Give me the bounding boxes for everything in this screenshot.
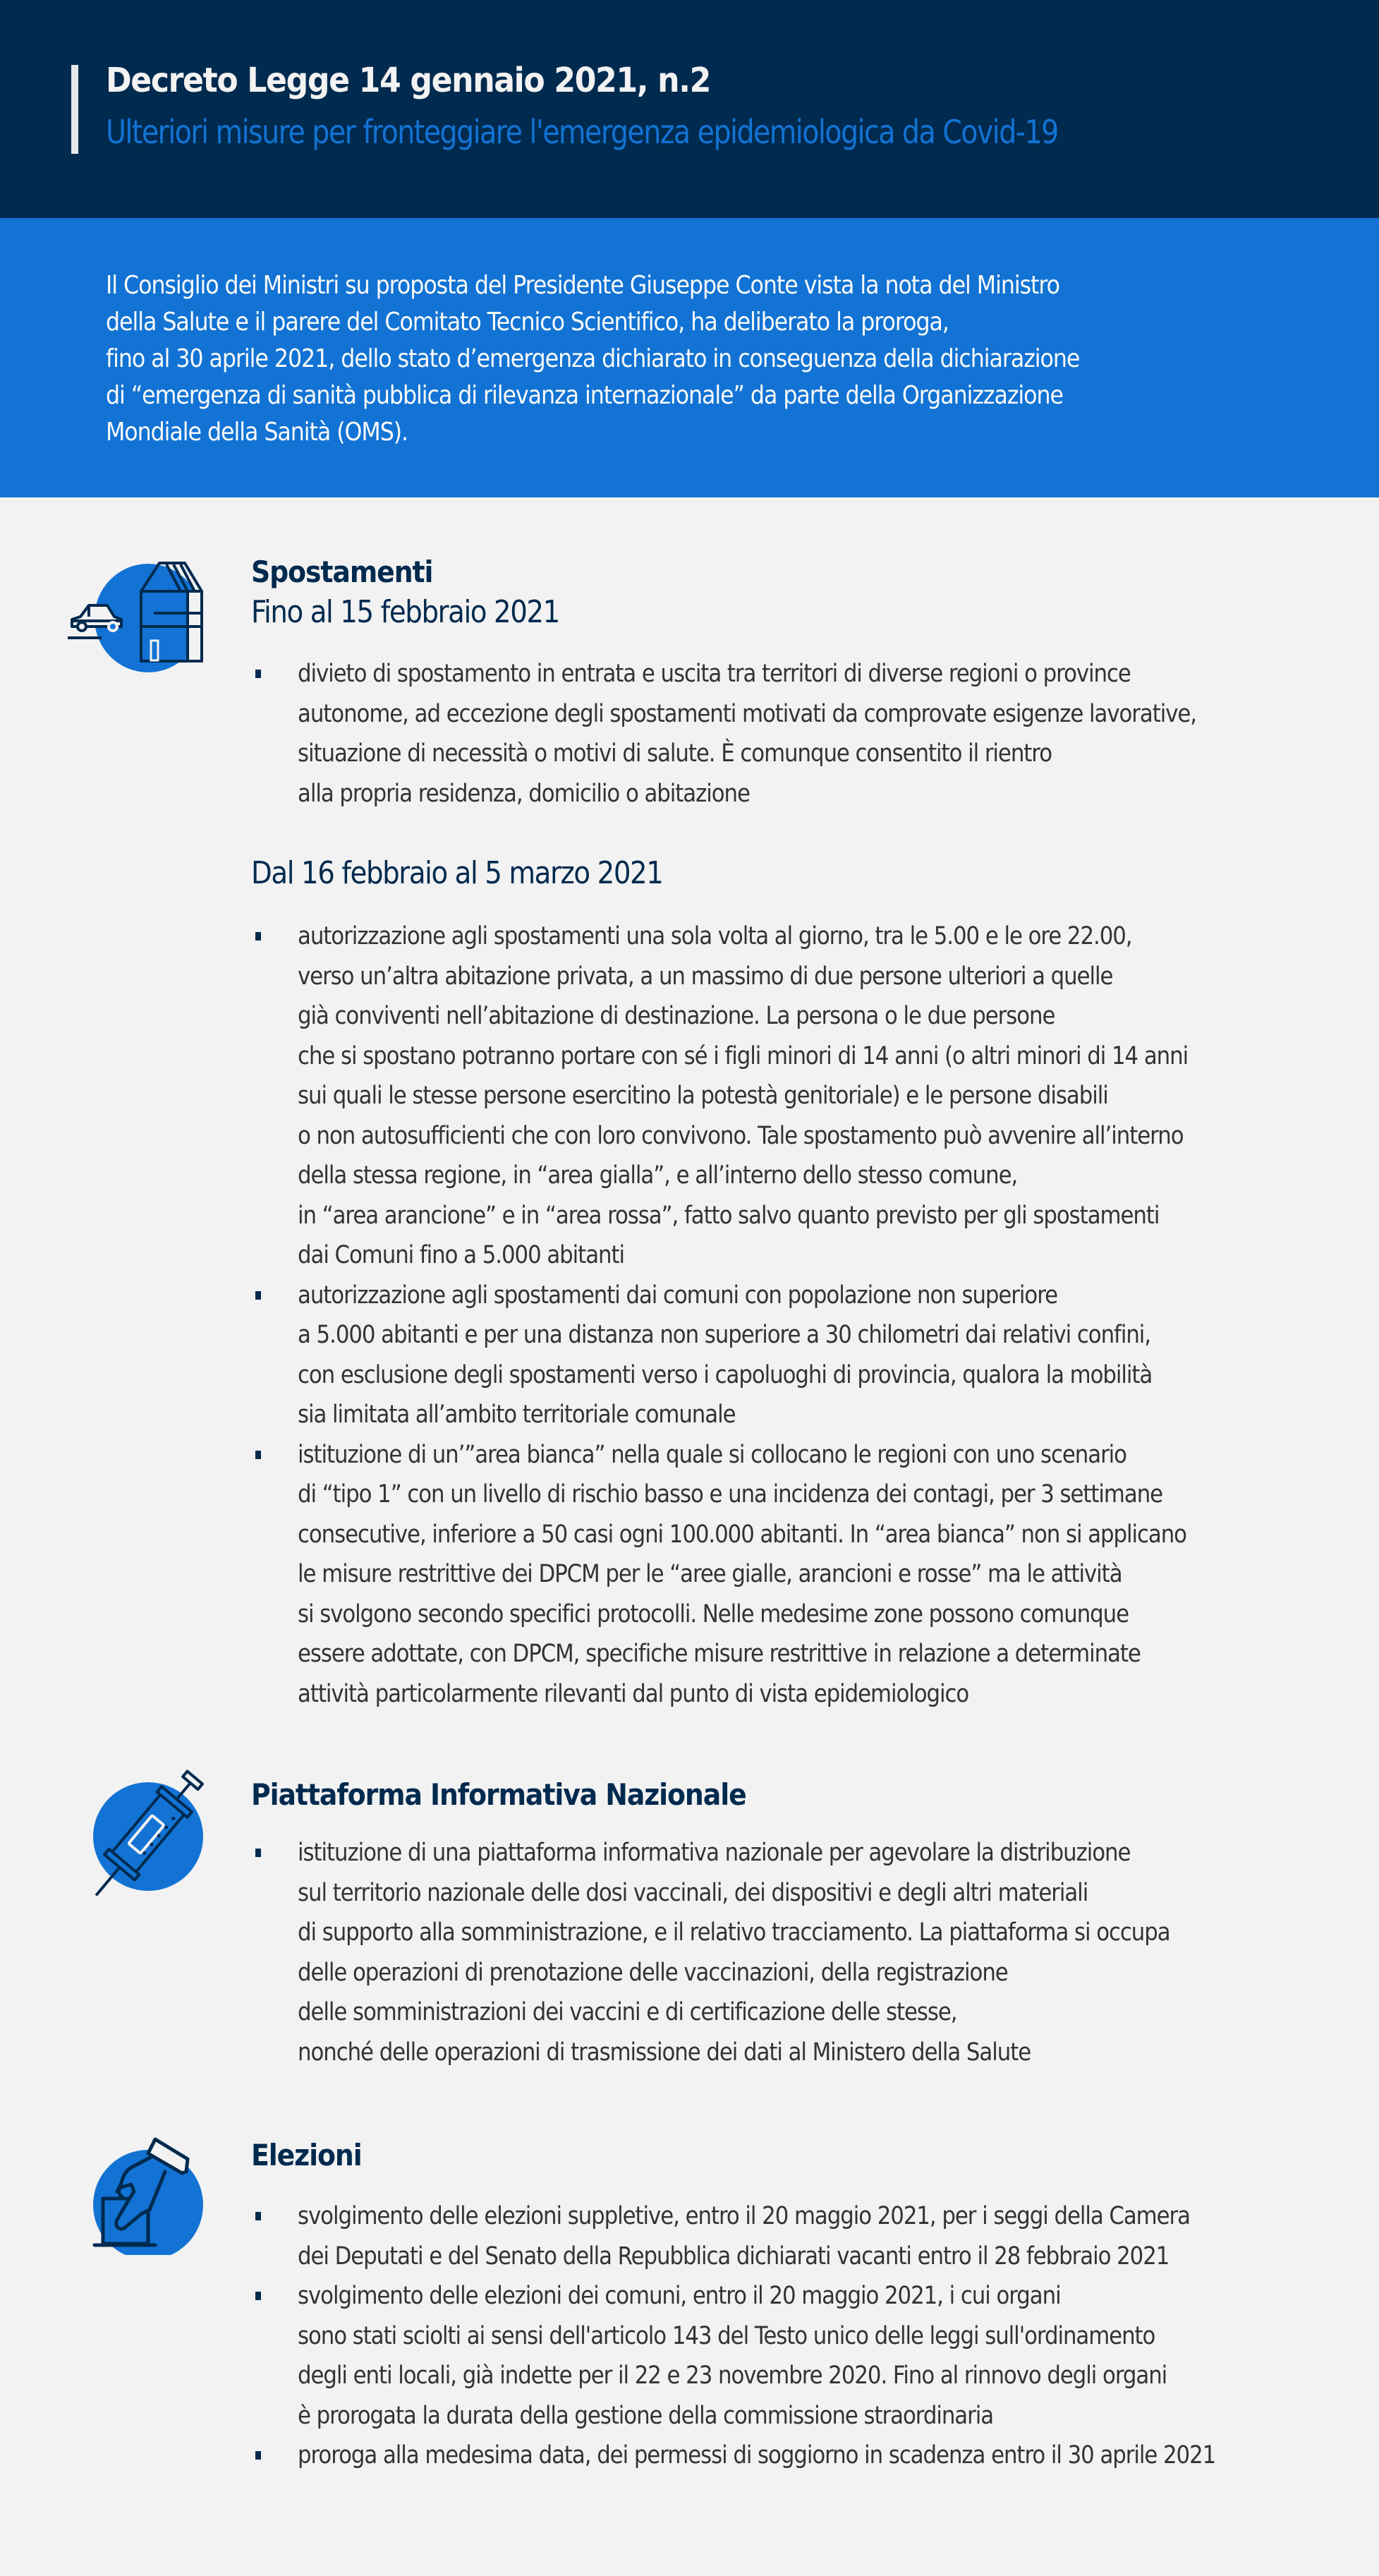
- syringe-icon: [79, 1770, 220, 1899]
- list-item-text: si svolgono secondo specifici protocolli. Nelle medesime zone possono comunque: [298, 1600, 1129, 1628]
- list-item-text: autorizzazione agli spostamenti una sola volta al giorno, tra le 5.00 e le ore 22.00,: [298, 922, 1132, 950]
- list-item: [251, 654, 1351, 814]
- list-item-text: della stessa regione, in “area gialla”, e all’interno dello stesso comune,: [298, 1161, 1018, 1190]
- list-item-text: svolgimento delle elezioni dei comuni, entro il 20 maggio 2021, i cui organi: [298, 2282, 1061, 2310]
- intro-text: [106, 267, 1213, 451]
- list-item-text: sia limitata all’ambito territoriale comunale: [298, 1401, 736, 1429]
- page-header: [0, 0, 1379, 218]
- bullet-list: [251, 654, 1351, 814]
- list-item-text: dei Deputati e del Senato della Repubblica dichiarati vacanti entro il 28 febbraio 2021: [298, 2242, 1170, 2270]
- list-item-text: che si spostano potranno portare con sé i figli minori di 14 anni (o altri minori di 14 anni: [298, 1041, 1189, 1070]
- list-item-text: svolgimento delle elezioni suppletive, entro il 20 maggio 2021, per i seggi della Camera: [298, 2202, 1190, 2230]
- list-item-text: in “area arancione” e in “area rossa”, fatto salvo quanto previsto per gli spostamenti: [298, 1201, 1160, 1230]
- list-item-text: è prorogata la durata della gestione della commissione straordinaria: [298, 2401, 994, 2430]
- list-item-text: le misure restrittive dei DPCM per le “aree gialle, arancioni e rosse” ma le attività: [298, 1560, 1122, 1588]
- intro-line: Mondiale della Sanità (OMS).: [106, 418, 408, 447]
- list-item: [251, 1435, 1351, 1715]
- list-item-text: di “tipo 1” con un livello di rischio basso e una incidenza dei contagi, per 3 settimane: [298, 1480, 1163, 1508]
- title-accent-bar: [71, 65, 78, 154]
- intro-banner: [0, 218, 1379, 497]
- list-item: [251, 1833, 1351, 2072]
- bullet-marker: [255, 1849, 261, 1857]
- page-title: Decreto Legge 14 gennaio 2021, n.2: [106, 61, 710, 100]
- list-item-text: di supporto alla somministrazione, e il relativo tracciamento. La piattaforma si occupa: [298, 1918, 1170, 1947]
- bullet-marker: [255, 1451, 261, 1459]
- list-item-text: consecutive, inferiore a 50 casi ogni 100.000 abitanti. In “area bianca” non si applicano: [298, 1520, 1186, 1549]
- intro-line: Il Consiglio dei Ministri su proposta del Presidente Giuseppe Conte vista la nota del Ministro: [106, 271, 1060, 300]
- section-title: Spostamenti: [251, 555, 433, 589]
- list-item-text: sul territorio nazionale delle dosi vaccinali, dei dispositivi e degli altri materiali: [298, 1878, 1088, 1907]
- list-item-text: essere adottate, con DPCM, specifiche misure restrittive in relazione a determinate: [298, 1640, 1141, 1668]
- list-item-text: o non autosufficienti che con loro convivono. Tale spostamento può avvenire all’interno: [298, 1121, 1184, 1150]
- list-item-text: con esclusione degli spostamenti verso i capoluoghi di provincia, qualora la mobilità: [298, 1360, 1153, 1389]
- list-item-text: sono stati sciolti ai sensi dell'articolo 143 del Testo unico delle leggi sull'ordinamento: [298, 2321, 1155, 2350]
- list-item: [251, 2196, 1351, 2276]
- house-car-icon: [68, 562, 216, 677]
- section-subheading: Fino al 15 febbraio 2021: [251, 594, 559, 630]
- list-item-text: proroga alla medesima data, dei permessi di soggiorno in scadenza entro il 30 aprile 2021: [298, 2441, 1216, 2469]
- list-item-text: autorizzazione agli spostamenti dai comuni con popolazione non superiore: [298, 1281, 1058, 1310]
- list-item-text: sui quali le stesse persone esercitino la potestà genitoriale) e le persone disabili: [298, 1082, 1108, 1110]
- section-title: Elezioni: [251, 2138, 362, 2172]
- list-item-text: a 5.000 abitanti e per una distanza non superiore a 30 chilometri dai relativi confini,: [298, 1321, 1151, 1349]
- section-title: Piattaforma Informativa Nazionale: [251, 1777, 746, 1812]
- bullet-list: [251, 1833, 1351, 2072]
- bullet-marker: [255, 1291, 261, 1300]
- list-item-text: istituzione di una piattaforma informativa nazionale per agevolare la distribuzione: [298, 1839, 1131, 1867]
- bullet-marker: [255, 2292, 261, 2300]
- bullet-marker: [255, 670, 261, 678]
- list-item-text: delle somministrazioni dei vaccini e di certificazione delle stesse,: [298, 1998, 957, 2026]
- list-item-text: situazione di necessità o motivi di salute. È comunque consentito il rientro: [298, 739, 1052, 768]
- list-item-text: già conviventi nell’abitazione di destinazione. La persona o le due persone: [298, 1002, 1055, 1030]
- bullet-marker: [255, 932, 261, 941]
- ballot-box-icon: [90, 2135, 217, 2258]
- list-item: [251, 1276, 1351, 1435]
- list-item-text: divieto di spostamento in entrata e uscita tra territori di diverse regioni o province: [298, 660, 1131, 688]
- list-item: [251, 2436, 1351, 2476]
- list-item-text: dai Comuni fino a 5.000 abitanti: [298, 1241, 625, 1269]
- list-item-text: nonché delle operazioni di trasmissione dei dati al Ministero della Salute: [298, 2038, 1031, 2067]
- list-item-text: degli enti locali, già indette per il 22 e 23 novembre 2020. Fino al rinnovo degli organi: [298, 2362, 1167, 2390]
- bullet-list: [251, 2196, 1351, 2476]
- intro-line: fino al 30 aprile 2021, dello stato d’emergenza dichiarato in conseguenza della dichiarazione: [106, 344, 1080, 373]
- list-item-text: istituzione di un’”area bianca” nella quale si collocano le regioni con uno scenario: [298, 1440, 1126, 1469]
- section-subheading: Dal 16 febbraio al 5 marzo 2021: [251, 855, 663, 891]
- page-subtitle: Ulteriori misure per fronteggiare l'emergenza epidemiologica da Covid-19: [106, 113, 1058, 151]
- list-item-text: verso un’altra abitazione privata, a un massimo di due persone ulteriori a quelle: [298, 962, 1113, 991]
- intro-line: della Salute e il parere del Comitato Tecnico Scientifico, ha deliberato la proroga,: [106, 308, 949, 337]
- list-item: [251, 917, 1351, 1276]
- bullet-list: [251, 917, 1351, 1714]
- bullet-marker: [255, 2451, 261, 2460]
- list-item-text: attività particolarmente rilevanti dal punto di vista epidemiologico: [298, 1679, 969, 1708]
- bullet-marker: [255, 2212, 261, 2220]
- intro-line: di “emergenza di sanità pubblica di rilevanza internazionale” da parte della Organizzazione: [106, 381, 1063, 410]
- list-item-text: alla propria residenza, domicilio o abitazione: [298, 779, 750, 808]
- list-item: [251, 2276, 1351, 2436]
- list-item-text: delle operazioni di prenotazione delle vaccinazioni, della registrazione: [298, 1958, 1008, 1987]
- list-item-text: autonome, ad eccezione degli spostamenti motivati da comprovate esigenze lavorative,: [298, 699, 1197, 728]
